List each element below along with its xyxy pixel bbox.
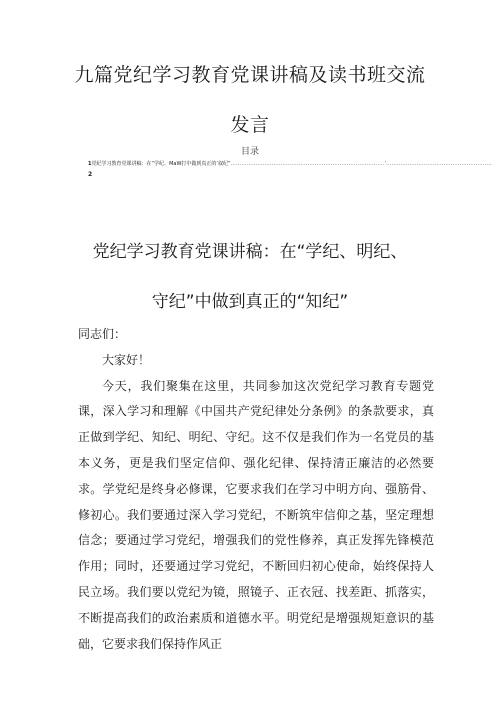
body-paragraph: 今天，我们聚集在这里，共同参加这次党纪学习教育专题党课，深入学习和理解《中国共产党纪律处分条例》的条款要求，真正做到学纪、知纪、明纪、守纪。这不仅是我们作为一名党员的基本义务，更是我们坚定信仰、强化纪律、保持清正廉洁的必然要求。学党纪是终身必修课，它要求我们在学习中明方向、强筋骨、修初心。我们要通过深入学习党纪，不断筑牢信仰之基，坚定理想信念；要通过学习党纪，增强我们的党性修养，真正发挥先锋模范作用；同时，还要通过学习党纪，不断回归初心使命，始终保持人民立场。我们要以党纪为镜，照镜子、正衣冠、找差距、抓落实，不断提高我们的政治素质和道德水平。明党纪是增强规矩意识的基础，它要求我们保持作风正 (78, 378, 434, 651)
salutation: 同志们： (78, 327, 127, 341)
document-title-line-1: 九篇党纪学习教育党课讲稿及读书班交流 (74, 64, 426, 86)
section-title-line-2: 守纪”中做到真正的“知纪” (151, 292, 349, 312)
section-title-line-1: 党纪学习教育党课讲稿：在“学纪、明纪、 (92, 242, 408, 262)
toc-entry-number: 1 (88, 161, 92, 167)
toc-entry-page-number: 2 (88, 171, 93, 178)
greeting: 大家好！ (102, 352, 151, 367)
toc-entry-text: 党纪学习教育党课讲稿：在“学纪、MaW打中做到真正的‘叙纪” (91, 161, 231, 167)
toc-heading: 目录 (240, 147, 259, 157)
toc-entry[interactable] (88, 160, 492, 167)
document-title-line-2: 发言 (230, 114, 270, 136)
toc-entry-leader-dots: ......................................................................................’........................................................... (230, 161, 492, 167)
body-text (78, 322, 434, 657)
